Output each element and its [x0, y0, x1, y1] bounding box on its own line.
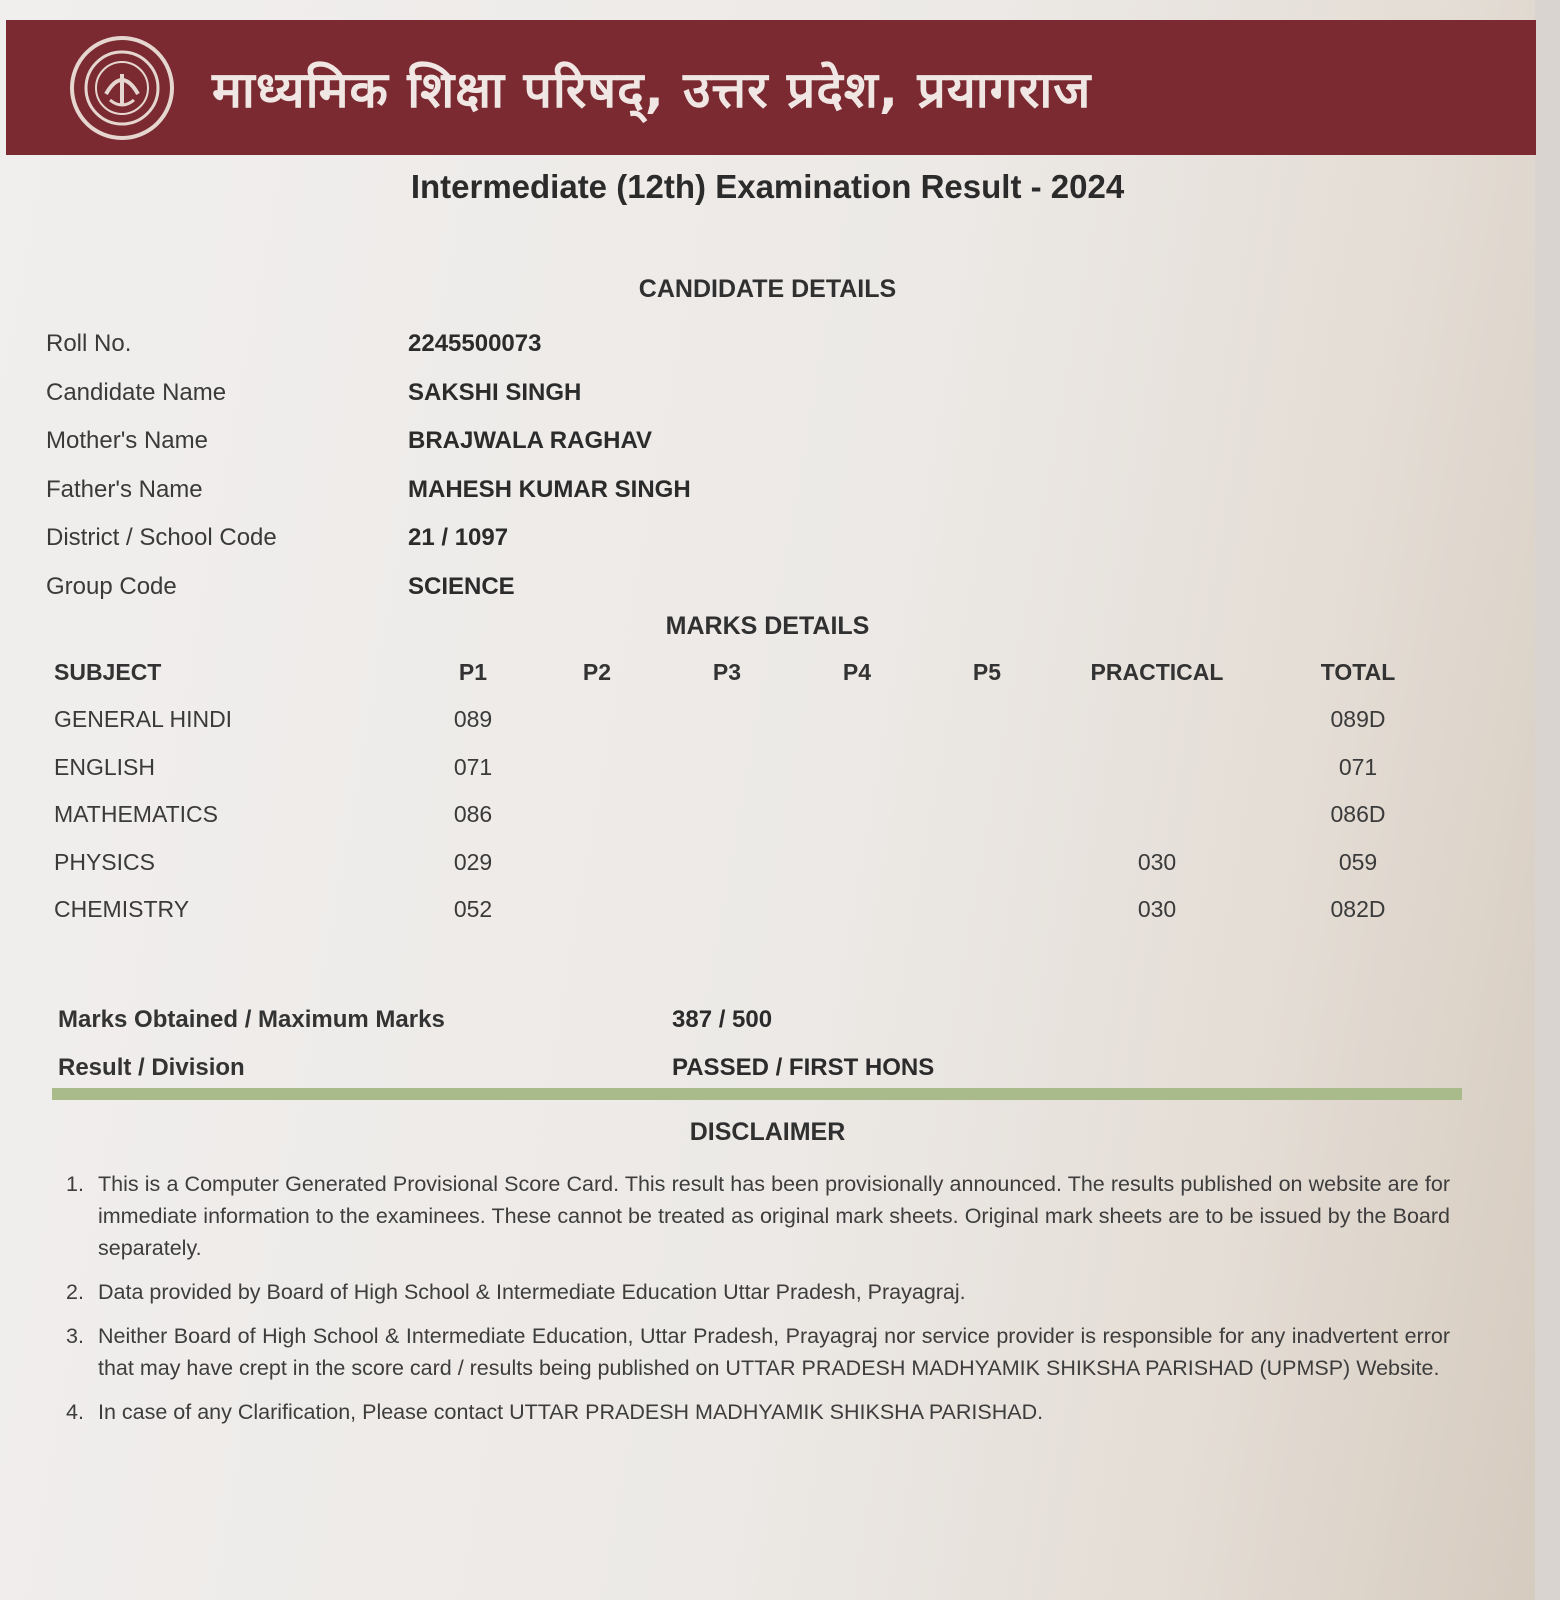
result-division-row — [58, 1044, 934, 1092]
p3-cell — [662, 744, 792, 792]
list-item — [66, 1320, 1450, 1384]
column-header-p5: P5 — [972, 658, 1002, 685]
p5-cell — [922, 839, 1052, 887]
p3-cell — [662, 791, 792, 839]
detail-value: MAHESH KUMAR SINGH — [408, 475, 691, 503]
detail-value: BRAJWALA RAGHAV — [408, 427, 652, 455]
column-header-subject: SUBJECT — [54, 658, 162, 685]
detail-label: District / School Code — [46, 524, 277, 552]
list-number: 3. — [66, 1324, 84, 1348]
detail-label: Roll No. — [46, 330, 132, 358]
detail-value: 2245500073 — [408, 330, 542, 358]
detail-row-father-name — [46, 466, 691, 515]
disclaimer-list — [66, 1168, 1450, 1440]
p4-cell — [792, 839, 922, 887]
emblem-icon — [82, 48, 162, 128]
table-row — [54, 744, 1454, 792]
p1-cell: 029 — [453, 848, 493, 875]
result-division-label: Result / Division — [58, 1054, 245, 1081]
total-cell: 071 — [1338, 753, 1378, 780]
p3-cell — [662, 886, 792, 934]
marks-obtained-label: Marks Obtained / Maximum Marks — [58, 1006, 445, 1033]
list-item — [66, 1168, 1450, 1264]
practical-cell — [1052, 791, 1262, 839]
p1-cell: 071 — [453, 753, 493, 780]
p3-cell — [662, 839, 792, 887]
result-summary — [58, 996, 934, 1092]
marks-header-row — [54, 648, 1454, 696]
green-divider — [52, 1088, 1462, 1100]
detail-label: Father's Name — [46, 475, 203, 503]
detail-value: 21 / 1097 — [408, 524, 509, 552]
list-number: 4. — [66, 1400, 84, 1424]
p1-cell: 086 — [453, 801, 493, 828]
table-row — [54, 839, 1454, 887]
table-row — [54, 696, 1454, 744]
exam-title: Intermediate (12th) Examination Result - 2024 — [410, 168, 1125, 205]
list-item — [66, 1396, 1450, 1428]
p4-cell — [792, 886, 922, 934]
p5-cell — [922, 791, 1052, 839]
detail-row-group-code — [46, 563, 691, 612]
p2-cell — [532, 696, 662, 744]
detail-value: SAKSHI SINGH — [408, 378, 582, 406]
subject-cell: MATHEMATICS — [54, 801, 218, 828]
detail-label: Group Code — [46, 572, 177, 600]
marks-table — [54, 648, 1454, 934]
p2-cell — [532, 886, 662, 934]
column-header-p1: P1 — [458, 658, 488, 685]
p2-cell — [532, 839, 662, 887]
p2-cell — [532, 791, 662, 839]
subject-cell: CHEMISTRY — [54, 896, 190, 923]
table-row — [54, 791, 1454, 839]
board-emblem-logo — [70, 36, 174, 140]
list-text: Neither Board of High School & Intermediate Education, Uttar Pradesh, Prayagraj nor service provider is responsible for any inadvertent error that may have crept in the score card / results being published on UTTAR PRADESH MADHYAMIK SHIKSHA PARISHAD (UPMSP) Website. — [98, 1324, 1450, 1380]
list-item — [66, 1276, 1450, 1308]
detail-label: Candidate Name — [46, 378, 227, 406]
subject-cell: GENERAL HINDI — [54, 706, 233, 733]
marks-obtained-row — [58, 996, 934, 1044]
practical-cell — [1052, 744, 1262, 792]
list-number: 2. — [66, 1280, 84, 1304]
p1-cell: 052 — [453, 896, 493, 923]
column-header-p2: P2 — [582, 658, 612, 685]
p1-cell: 089 — [453, 706, 493, 733]
detail-value: SCIENCE — [408, 572, 515, 600]
column-header-p4: P4 — [842, 658, 872, 685]
list-text: Data provided by Board of High School & Intermediate Education Uttar Pradesh, Prayagraj. — [98, 1280, 966, 1304]
p2-cell — [532, 744, 662, 792]
total-cell: 086D — [1330, 801, 1386, 828]
column-header-practical: PRACTICAL — [1090, 658, 1224, 685]
subject-cell: PHYSICS — [54, 848, 155, 875]
result-division-value: PASSED / FIRST HONS — [672, 1054, 935, 1081]
p4-cell — [792, 696, 922, 744]
marks-obtained-value: 387 / 500 — [672, 1006, 773, 1033]
total-cell: 059 — [1338, 848, 1378, 875]
list-text: This is a Computer Generated Provisional Score Card. This result has been provisionally announced. The results published on website are for immediate information to the examinees. These cannot be treated as original mark sheets. Original mark sheets are to be issued by the Board separately. — [98, 1172, 1450, 1260]
p5-cell — [922, 886, 1052, 934]
marks-details-heading: MARKS DETAILS — [665, 612, 870, 640]
practical-cell: 030 — [1137, 896, 1177, 923]
practical-cell: 030 — [1137, 848, 1177, 875]
p5-cell — [922, 744, 1052, 792]
header-banner — [6, 20, 1536, 155]
p5-cell — [922, 696, 1052, 744]
list-text: In case of any Clarification, Please contact UTTAR PRADESH MADHYAMIK SHIKSHA PARISHAD. — [98, 1400, 1044, 1424]
detail-row-mother-name — [46, 417, 691, 466]
detail-row-candidate-name — [46, 369, 691, 418]
p3-cell — [662, 696, 792, 744]
practical-cell — [1052, 696, 1262, 744]
subject-cell: ENGLISH — [54, 753, 155, 780]
column-header-p3: P3 — [712, 658, 742, 685]
candidate-details — [46, 320, 691, 611]
column-header-total: TOTAL — [1320, 658, 1396, 685]
detail-label: Mother's Name — [46, 427, 208, 455]
board-title: माध्यमिक शिक्षा परिषद्, उत्तर प्रदेश, प्रयागराज — [212, 60, 1092, 119]
detail-row-district-school-code — [46, 514, 691, 563]
table-row — [54, 886, 1454, 934]
list-number: 1. — [66, 1172, 84, 1196]
total-cell: 082D — [1330, 896, 1386, 923]
candidate-details-heading: CANDIDATE DETAILS — [638, 275, 897, 303]
p4-cell — [792, 791, 922, 839]
total-cell: 089D — [1330, 706, 1386, 733]
detail-row-roll-no — [46, 320, 691, 369]
disclaimer-heading: DISCLAIMER — [689, 1118, 846, 1146]
p4-cell — [792, 744, 922, 792]
